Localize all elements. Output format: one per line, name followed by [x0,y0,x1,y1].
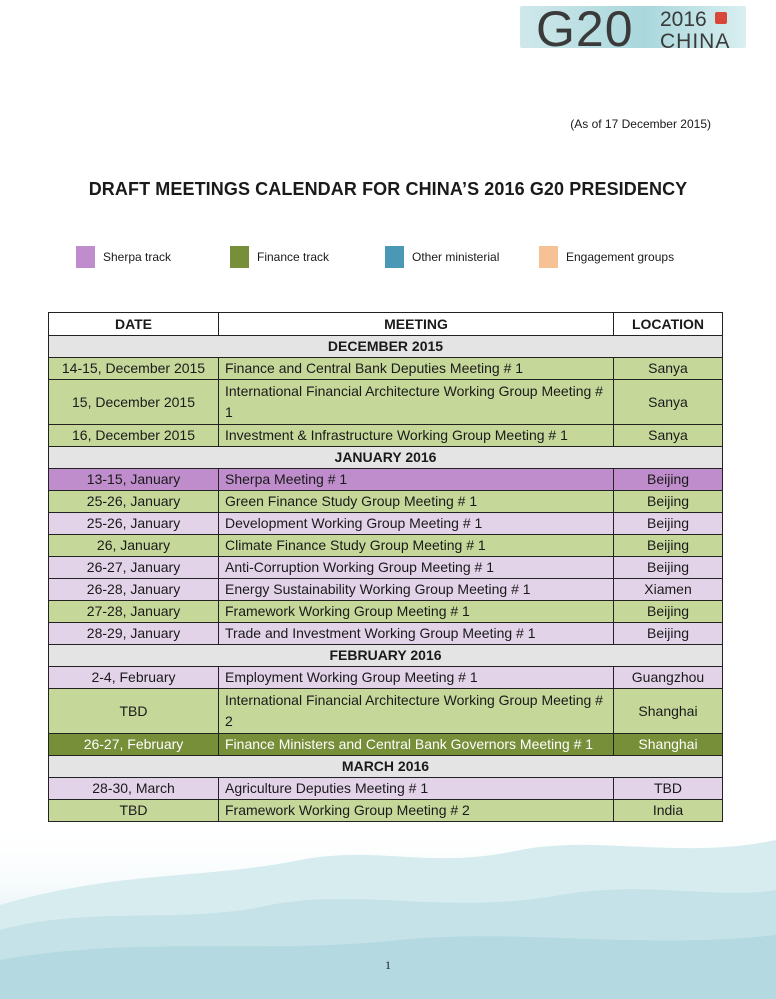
row-location: Beijing [614,491,723,513]
table-row [49,623,723,645]
month-row [49,645,723,667]
month-row [49,336,723,358]
row-meeting: Employment Working Group Meeting # 1 [219,667,614,689]
table-row [49,513,723,535]
row-location: Beijing [614,513,723,535]
month-label: FEBRUARY 2016 [49,645,723,667]
row-date: 16, December 2015 [49,425,219,447]
page-title: DRAFT MEETINGS CALENDAR FOR CHINA’S 2016 G20 PRESIDENCY [88,179,688,199]
row-location: Sanya [614,358,723,380]
month-row [49,756,723,778]
logo-year: 2016 [660,8,707,31]
legend-label: Other ministerial [412,250,500,264]
row-meeting: Investment & Infrastructure Working Group Meeting # 1 [219,425,614,447]
row-date: 26-27, January [49,557,219,579]
row-meeting: Framework Working Group Meeting # 2 [219,800,614,822]
legend-engagement-groups [539,246,674,268]
row-meeting: Finance and Central Bank Deputies Meeting # 1 [219,358,614,380]
row-meeting: Development Working Group Meeting # 1 [219,513,614,535]
row-date: 13-15, January [49,469,219,491]
legend-swatch [539,246,558,268]
row-meeting: Energy Sustainability Working Group Meeting # 1 [219,579,614,601]
row-date: TBD [49,689,219,734]
row-meeting: Finance Ministers and Central Bank Governors Meeting # 1 [219,734,614,756]
row-location: Shanghai [614,734,723,756]
row-location: Beijing [614,601,723,623]
table-row [49,601,723,623]
table-row [49,469,723,491]
as-of-date: (As of 17 December 2015) [570,117,711,131]
legend-swatch [230,246,249,268]
row-meeting: Agriculture Deputies Meeting # 1 [219,778,614,800]
row-date: 14-15, December 2015 [49,358,219,380]
logo-country: CHINA [660,30,731,53]
row-date: 25-26, January [49,513,219,535]
row-date: 28-30, March [49,778,219,800]
row-date: 26-28, January [49,579,219,601]
header-date: DATE [49,313,219,336]
legend-label: Finance track [257,250,330,264]
row-date: TBD [49,800,219,822]
month-row [49,447,723,469]
meetings-calendar-table [48,312,723,822]
month-label: MARCH 2016 [49,756,723,778]
row-date: 2-4, February [49,667,219,689]
row-date: 26, January [49,535,219,557]
table-row [49,667,723,689]
row-location: Guangzhou [614,667,723,689]
month-label: JANUARY 2016 [49,447,723,469]
table-row [49,689,723,734]
legend-swatch [385,246,404,268]
table-row [49,800,723,822]
row-meeting: Sherpa Meeting # 1 [219,469,614,491]
logo-g20-mark: G20 [536,1,634,57]
table-row [49,358,723,380]
row-location: Xiamen [614,579,723,601]
row-location: Beijing [614,469,723,491]
header-meeting: MEETING [219,313,614,336]
table-row [49,557,723,579]
row-meeting: Trade and Investment Working Group Meeting # 1 [219,623,614,645]
month-label: DECEMBER 2015 [49,336,723,358]
header-location: LOCATION [614,313,723,336]
legend-label: Sherpa track [103,250,172,264]
table-row [49,535,723,557]
row-date: 26-27, February [49,734,219,756]
row-date: 27-28, January [49,601,219,623]
row-location: TBD [614,778,723,800]
row-date: 15, December 2015 [49,380,219,425]
table-row [49,491,723,513]
row-location: India [614,800,723,822]
table-row [49,579,723,601]
legend-swatch [76,246,95,268]
row-location: Sanya [614,425,723,447]
legend-sherpa-track [76,246,171,268]
table-row [49,734,723,756]
row-meeting: Climate Finance Study Group Meeting # 1 [219,535,614,557]
row-date: 25-26, January [49,491,219,513]
row-location: Beijing [614,557,723,579]
table-header-row [49,313,723,336]
page-number: 1 [385,958,391,972]
row-location: Beijing [614,623,723,645]
row-location: Sanya [614,380,723,425]
row-meeting: International Financial Architecture Working Group Meeting # 2 [219,689,614,734]
row-location: Beijing [614,535,723,557]
row-meeting: Anti-Corruption Working Group Meeting # 1 [219,557,614,579]
row-meeting: Framework Working Group Meeting # 1 [219,601,614,623]
table-row [49,778,723,800]
row-meeting: Green Finance Study Group Meeting # 1 [219,491,614,513]
legend-finance-track [230,246,329,268]
row-location: Shanghai [614,689,723,734]
legend-other-ministerial [385,246,499,268]
table-row [49,380,723,425]
row-meeting: International Financial Architecture Working Group Meeting # 1 [219,380,614,425]
seal-icon [715,12,727,24]
g20-china-logo [512,0,752,60]
legend-label: Engagement groups [566,250,675,264]
table-row [49,425,723,447]
row-date: 28-29, January [49,623,219,645]
